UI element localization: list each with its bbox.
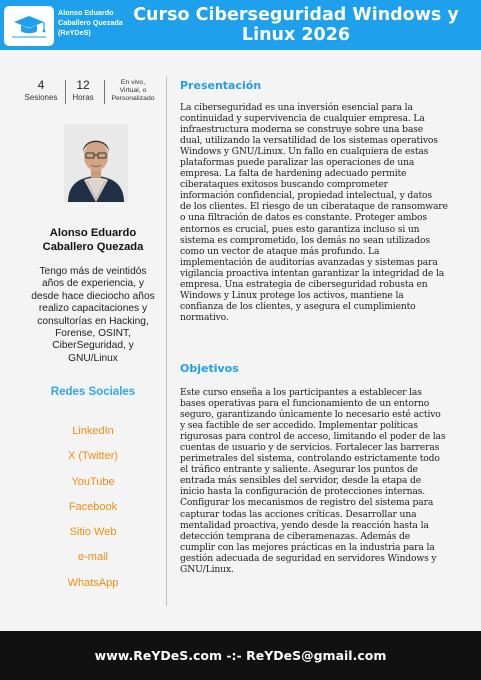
bio-line: realizo capacitaciones y xyxy=(38,303,148,315)
graduation-cap-logo-icon xyxy=(4,6,54,46)
text-line: sistema es comprometido, los demás no sean utilizados xyxy=(180,234,430,246)
modality-line: Personalizado xyxy=(111,95,155,102)
text-line: perimetrales del sistema, controlando estrictamente todo xyxy=(180,453,440,465)
text-line: implementación de auditorías avanzadas y sistemas para xyxy=(180,256,438,268)
text-line: confianza de los clientes, y asegura el cumplimiento xyxy=(180,300,416,312)
instructor-name xyxy=(18,227,168,254)
instructor-bio xyxy=(20,266,166,365)
stat-modality xyxy=(107,79,159,103)
bio-line: GNU/Linux xyxy=(68,352,118,364)
text-line: seguro, garantizando únicamente lo necesario esté activo xyxy=(180,409,441,421)
email-link[interactable]: e-mail xyxy=(78,551,108,563)
stat-sessions xyxy=(23,78,59,103)
text-line: normativo. xyxy=(180,311,229,323)
text-line: entornos es crucial, pues esto garantiza incluso si un xyxy=(180,223,420,235)
text-line: vigilancia proactiva intentan garantizar la integridad de la xyxy=(180,267,445,279)
bio-line: CiberSeguridad, y xyxy=(52,340,134,352)
brand-line: Alonso Eduardo xyxy=(58,8,114,17)
text-line: Windows y Linux protege los activos, mantiene la xyxy=(180,289,404,301)
text-line: rigurosas para control de acceso, limitando el poder de las xyxy=(180,431,446,443)
stat-label: Horas xyxy=(72,93,94,102)
social-title: Redes Sociales xyxy=(50,386,136,398)
bio-line: desde hace dieciocho años xyxy=(31,290,155,302)
column-divider xyxy=(166,76,167,606)
text-line: y sea factible de ser accedido. Implementar políticas xyxy=(180,420,418,432)
bio-line: Tengo más de veintidós xyxy=(39,266,147,277)
text-line: ciberataques exitosos buscando comprometer xyxy=(180,179,388,191)
text-line: infraestructura moderna se construye sobre una base xyxy=(180,124,423,136)
course-stats xyxy=(0,78,166,106)
footer-contact[interactable]: www.ReYDeS.com -:- ReYDeS@gmail.com xyxy=(94,648,387,663)
stat-divider xyxy=(65,80,66,104)
text-line: información confidencial, propiedad intelectual, y datos xyxy=(180,190,432,202)
text-line: dual, utilizando la versatilidad de los sistemas operativos xyxy=(180,135,438,147)
linkedin-link[interactable]: LinkedIn xyxy=(72,425,114,437)
stat-label: Sesiones xyxy=(24,93,58,102)
name-line: Alonso Eduardo xyxy=(49,227,137,239)
course-title xyxy=(130,5,462,45)
stat-divider xyxy=(104,80,105,104)
facebook-link[interactable]: Facebook xyxy=(68,501,118,513)
twitter-link[interactable]: X (Twitter) xyxy=(67,450,119,462)
stat-value: 4 xyxy=(37,78,45,92)
objetivos-text xyxy=(180,387,458,575)
text-line: continuidad y supervivencia de cualquier empresa. La xyxy=(180,113,425,125)
text-line: GNU/Linux. xyxy=(180,563,234,575)
text-line: empresa. La falta de hardening adecuado permite xyxy=(180,168,407,180)
text-line: La ciberseguridad es una inversión esencial para la xyxy=(180,102,413,113)
presentacion-heading: Presentación xyxy=(180,79,262,92)
text-line: como un vector de ataque más profundo. La xyxy=(180,245,380,257)
bio-line: consultorías en Hacking, xyxy=(37,315,149,327)
bio-line: Forense, OSINT, xyxy=(55,328,131,340)
text-line: mentalidad proactiva, yendo desde la reacción hasta la xyxy=(180,519,429,531)
stat-value: 12 xyxy=(76,78,90,92)
text-line: Configurar los mecanismos de registro del sistema para xyxy=(180,497,434,509)
website-link[interactable]: Sitio Web xyxy=(69,526,117,538)
modality-line: En vivo, xyxy=(120,79,146,86)
text-line: empresa. Una estrategia de ciberseguridad robusta en xyxy=(180,278,428,290)
text-line: Este curso enseña a los participantes a establecer las xyxy=(180,387,422,398)
brand-line: Caballero Quezada xyxy=(58,18,123,27)
instructor-photo xyxy=(64,124,128,202)
text-line: inicio hasta la configuración de protecciones internas. xyxy=(180,486,425,498)
text-line: detección temprana de ciberamenazas. Además de xyxy=(180,530,411,542)
youtube-link[interactable]: YouTube xyxy=(71,476,115,488)
text-line: cumplir con las mejores prácticas en la industria para la xyxy=(180,541,435,553)
whatsapp-link[interactable]: WhatsApp xyxy=(67,577,119,589)
modality-line: Virtual, o xyxy=(119,87,147,94)
objetivos-heading: Objetivos xyxy=(180,362,239,375)
brand-name xyxy=(58,8,123,38)
text-line: plataformas puede paralizar las operaciones de una xyxy=(180,157,415,169)
text-line: el tráfico entrante y saliente. Asegurar los puntos de xyxy=(180,464,418,476)
text-line: capturar todas las acciones críticas. Desarrollar una xyxy=(180,508,417,520)
name-line: Caballero Quezada xyxy=(42,240,144,253)
stat-hours xyxy=(68,78,98,103)
text-line: de los clientes. El riesgo de un ciberataque de ransomware xyxy=(180,201,448,213)
bio-line: años de experiencia, y xyxy=(42,278,144,290)
header-bar xyxy=(0,0,481,50)
text-line: Windows y GNU/Linux. Un fallo en cualquiera de estas xyxy=(180,146,429,158)
title-line: Curso Ciberseguridad Windows y xyxy=(133,5,459,25)
text-line: bases operativas para el funcionamiento de un entorno xyxy=(180,398,430,410)
text-line: entrada más sensibles del servidor, desde la etapa de xyxy=(180,475,421,487)
text-line: cuentas de usuario y de servicios. Fortalecer las barreras xyxy=(180,442,440,454)
title-line: Linux 2026 xyxy=(241,25,351,45)
presentacion-text xyxy=(180,102,458,323)
brand-line: (ReYDeS) xyxy=(58,28,91,37)
footer-bar xyxy=(0,631,481,680)
text-line: gestión adecuada de seguridad en servidores Windows y xyxy=(180,552,437,564)
person-portrait-icon xyxy=(64,124,128,202)
text-line: o una filtración de datos es constante. Proteger ambos xyxy=(180,212,427,224)
